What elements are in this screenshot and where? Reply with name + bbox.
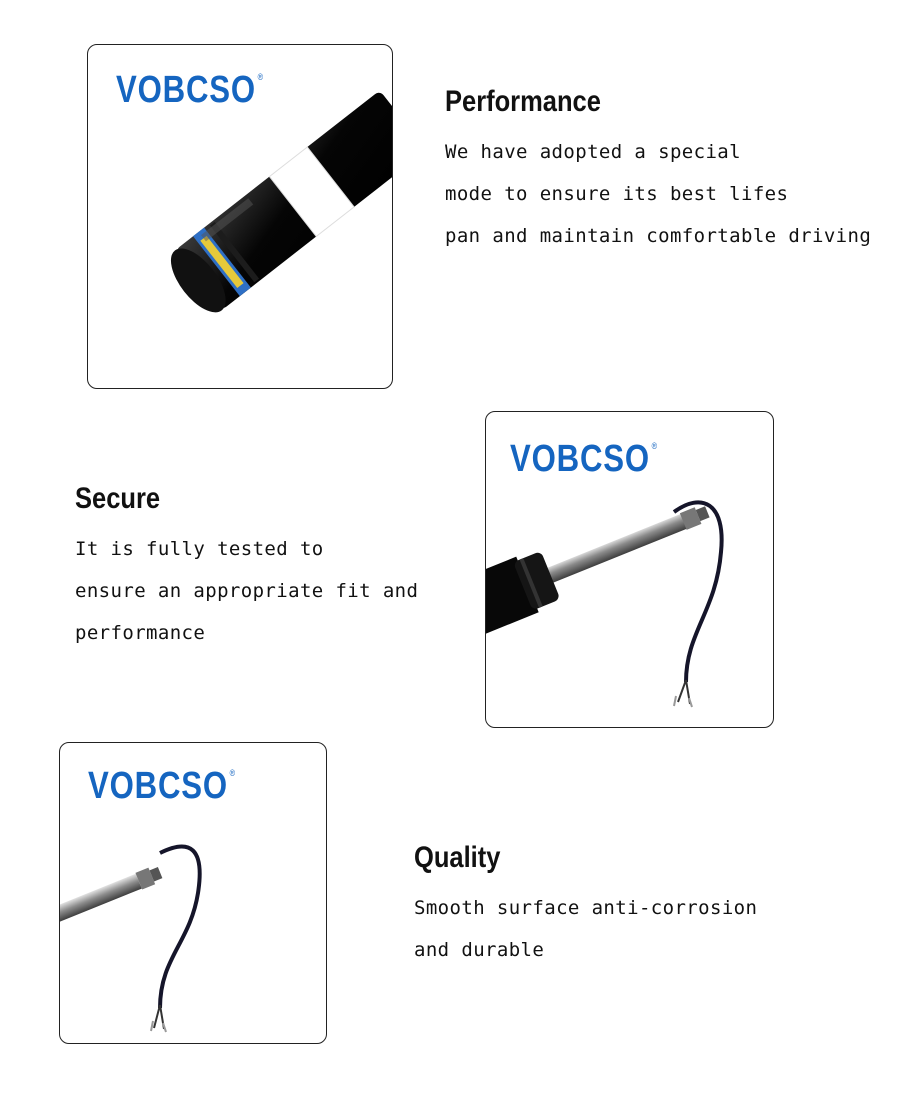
steel-probe-cable-image — [60, 743, 327, 1044]
section-text-line: It is fully tested to — [75, 538, 324, 560]
section-text-line: performance — [75, 622, 206, 644]
sensor-with-cable-image — [486, 412, 774, 728]
product-image-card-performance — [87, 44, 393, 389]
brand-logo-text: VOBCSO — [116, 69, 256, 111]
section-text-line: pan and maintain comfortable driving — [445, 225, 872, 247]
section-text-line: mode to ensure its best lifes — [445, 183, 789, 205]
brand-logo-text: VOBCSO — [510, 438, 650, 480]
product-image-card-quality — [59, 742, 327, 1044]
black-sensor-probe-image — [88, 45, 393, 389]
section-title-performance: Performance — [445, 85, 601, 118]
section-title-quality: Quality — [414, 841, 501, 874]
registered-mark: ® — [257, 72, 264, 82]
section-title-secure: Secure — [75, 482, 161, 515]
registered-mark: ® — [229, 768, 236, 778]
section-text-line: ensure an appropriate fit and — [75, 580, 419, 602]
product-image-card-secure — [485, 411, 774, 728]
registered-mark: ® — [651, 441, 658, 451]
section-text-line: We have adopted a special — [445, 141, 741, 163]
section-text-line: Smooth surface anti-corrosion — [414, 897, 758, 919]
brand-logo-text: VOBCSO — [88, 765, 228, 807]
section-text-line: and durable — [414, 939, 545, 961]
